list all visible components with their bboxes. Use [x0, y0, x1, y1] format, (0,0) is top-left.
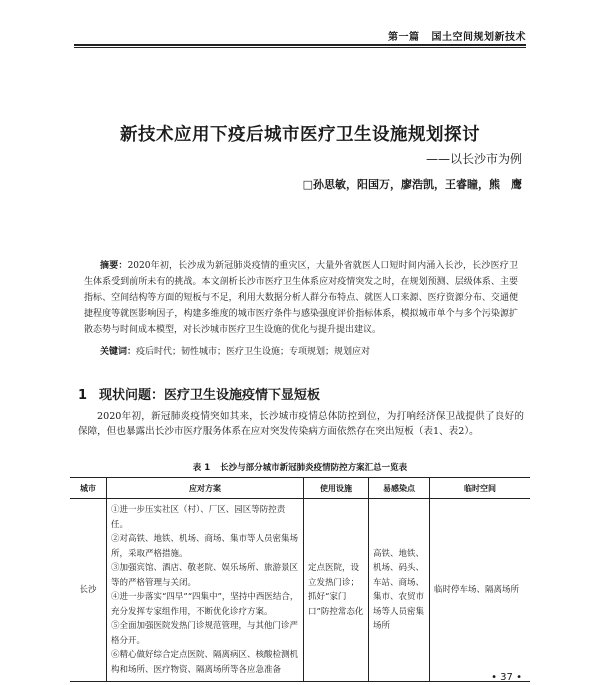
- plan-item: ⑤全面加强医院发热门诊规范管理，与其他门诊严格分开。: [111, 621, 299, 646]
- table-row: [70, 499, 530, 682]
- header-temp-space: 临时空间: [430, 478, 531, 499]
- page-number: • 37 •: [491, 672, 522, 683]
- body-paragraph: 2020年初，新冠肺炎疫情突如其来，长沙城市疫情总体防控到位，为打响经济保卫战提供了良好的保障，但也暴露出长沙市医疗服务体系在应对突发传染病方面依然存在突出短板（表1、表2）。: [78, 411, 524, 437]
- header-infection-points: 易感染点: [369, 478, 430, 499]
- section-heading: [78, 384, 320, 403]
- plan-item: ②对高铁、地铁、机场、商场、集市等人员密集场所，采取严格措施。: [111, 534, 299, 559]
- abstract-text: 2020年初，长沙成为新冠肺炎疫情的重灾区，大量外省就医人口短时间内涌入长沙，长沙医疗卫生体系受到前所未有的挑战。本文剖析长沙市医疗卫生体系应对疫情突发之时，在规划预测、层级体系、主要指标、空间结构等方面的短板与不足，利用大数据分析人群分布特点、就医人口来源、医疗资源分布、交通便捷程度等就医影响因子，构建多维度的城市医疗条件与感染强度评价指标体系，模拟城市单个与多个污染源扩散态势与时间成本模型，对长沙城市医疗卫生设施的优化与提升提出建议。: [84, 261, 518, 335]
- cell-infection-points: 高铁、地铁、机场、码头、车站、商场、集市、农贸市场等人员密集场所: [369, 499, 430, 682]
- header-facilities: 使用设施: [304, 478, 369, 499]
- cell-city: 长沙: [70, 499, 107, 682]
- plan-item: ⑥精心做好综合定点医院、隔离病区、核酸检测机构和场所、医疗物资、隔离场所等各应急准备: [111, 650, 299, 675]
- keywords-label: 关键词：: [100, 347, 137, 357]
- running-head-part: 第一篇: [388, 32, 420, 43]
- cell-facilities: 定点医院，设立发热门诊；抓好“家门口”防控常态化: [304, 499, 369, 682]
- running-head: [380, 28, 526, 43]
- running-head-section: 国土空间规划新技术: [431, 32, 526, 43]
- table-caption: [0, 461, 600, 473]
- header-rule: [74, 44, 526, 46]
- cell-temp-space: 临时停车场、隔离场所: [430, 499, 531, 682]
- paper-title: 新技术应用下疫后城市医疗卫生设施规划探讨: [120, 125, 480, 145]
- section-number: 1: [78, 388, 88, 403]
- paper-subtitle: ——以长沙市为例: [425, 152, 522, 166]
- abstract: [84, 258, 518, 338]
- plan-item: ③加强宾馆、酒店、敬老院、娱乐场所、旅游景区等的严格管理与关闭。: [111, 563, 299, 588]
- table-caption-number: 表 1: [192, 463, 211, 473]
- plan-item: ④进一步落实“四早”“四集中”，坚持中西医结合，充分发挥专家组作用，不断优化诊疗方案。: [111, 592, 299, 617]
- plan-item: ①进一步压实社区（村）、厂区、园区等防控责任。: [111, 505, 286, 530]
- header-rule-thin: [74, 47, 526, 48]
- section-title: 现状问题：医疗卫生设施疫情下显短板: [99, 388, 321, 403]
- table-header-row: [70, 478, 530, 499]
- keywords-text: 疫后时代；韧性城市；医疗卫生设施；专项规划；规划应对: [136, 347, 371, 357]
- table-caption-text: 长沙与部分城市新冠肺炎疫情防控方案汇总一览表: [220, 463, 408, 473]
- keywords: [84, 345, 518, 359]
- header-plan: 应对方案: [107, 478, 304, 499]
- prevention-table: [70, 477, 530, 682]
- cell-plan: [107, 499, 304, 682]
- author-list: □孙思敏，阳国万，廖浩凯，王睿瞳，熊 鹰: [302, 178, 522, 191]
- header-city: 城市: [70, 478, 107, 499]
- abstract-label: 摘要：: [100, 261, 128, 271]
